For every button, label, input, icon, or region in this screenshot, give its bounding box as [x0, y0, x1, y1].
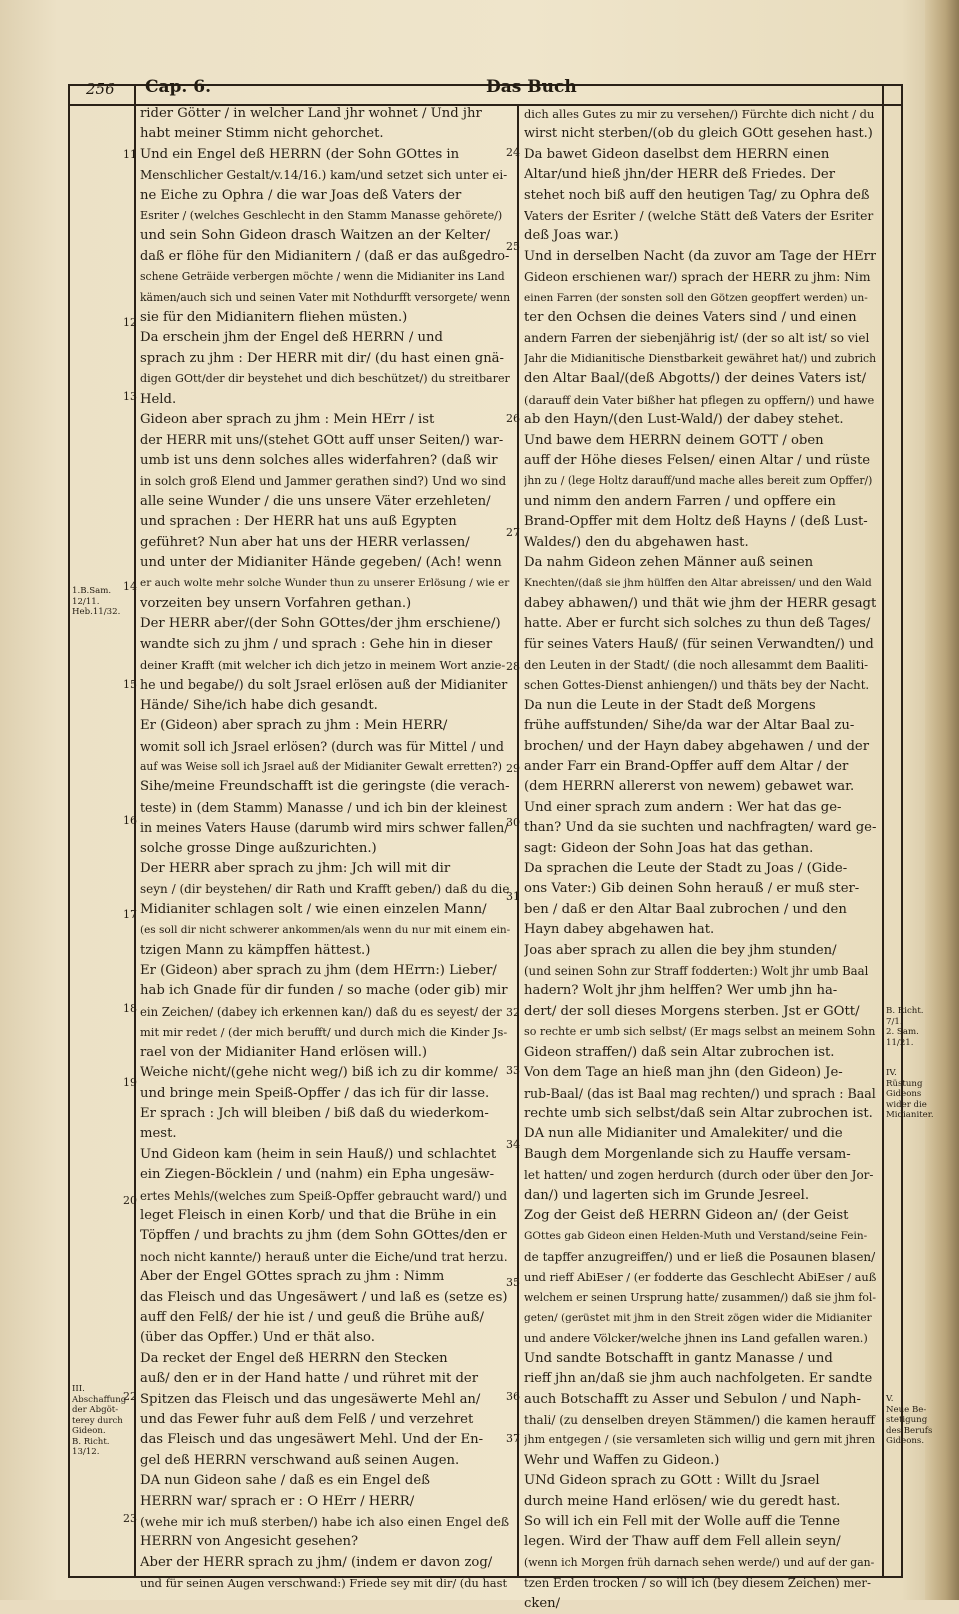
verse-number: 11 [123, 148, 137, 161]
text-line: tzen Erden trocken / so will ich (bey diesem Zeichen) mer- [524, 1576, 871, 1591]
text-line: digen GOtt/der dir beystehet und dich beschützet/) du streitbarer [140, 372, 510, 386]
text-line: sie für den Midianitern fliehen müsten.) [140, 310, 408, 326]
text-line: rub-Baal/ (das ist Baal mag rechten/) und sprach : Baal [524, 1085, 876, 1101]
text-line: und rieff AbiEser / (er fodderte das Geschlecht AbiEser / auß [524, 1270, 876, 1285]
text-line: wirst nicht sterben/(ob du gleich GOtt gesehen hast.) [524, 126, 873, 142]
text-line: rael von der Midianiter Hand erlösen will.) [140, 1044, 428, 1060]
text-line: kämen/auch sich und seinen Vater mit Nothdurfft versorgete/ wenn [140, 290, 510, 304]
verse-number: 26 [506, 412, 520, 425]
text-line: und nimm den andern Farren / und opffere ein [524, 493, 836, 509]
text-line: Altar/und hieß jhn/der HERR deß Friedes. Der [524, 167, 836, 183]
text-line: Der HERR aber/(der Sohn GOttes/der jhm erschiene/) [140, 616, 501, 632]
margin-note-left: 1.B.Sam. 12/11. Heb.11/32. [72, 586, 121, 617]
margin-note-left: III. Abschaffung der Abgöt- terey durch Gideon. B. Richt. 13/12. [72, 1384, 127, 1457]
text-line: deiner Krafft (mit welcher ich dich jetzo in meinem Wort anzie- [140, 657, 506, 672]
right-text-column [524, 104, 876, 1614]
verse-number: 32 [506, 1006, 520, 1019]
text-line: GOttes gab Gideon einen Helden-Muth und Verstand/seine Fein- [524, 1230, 868, 1243]
text-line: Aber der Engel GOttes sprach zu jhm : Nimm [140, 1269, 445, 1285]
text-line: ander Farr ein Brand-Opffer auff dem Altar / der [524, 759, 849, 774]
text-line: auch Botschafft zu Asser und Sebulon / und Naph- [524, 1391, 862, 1407]
text-line: Gideon straffen/) daß sein Altar zubrochen ist. [524, 1044, 835, 1060]
text-line: Und ein Engel deß HERRN (der Sohn GOttes in [140, 146, 460, 162]
running-title: Das Buch [486, 77, 577, 97]
text-line: deß Joas war.) [524, 228, 619, 244]
text-line: dan/) und lagerten sich im Grunde Jesreel. [524, 1187, 810, 1203]
text-line: Da sprachen die Leute der Stadt zu Joas / (Gide- [524, 861, 848, 877]
text-line: er auch wolte mehr solche Wunder thun zu unserer Erlösung / wie er [140, 577, 510, 590]
text-line: ne Eiche zu Ophra / die war Joas deß Vaters der [140, 187, 462, 203]
text-line: ein Zeichen/ (dabey ich erkennen kan/) daß du es seyest/ der [140, 1004, 502, 1019]
text-line: das Fleisch und das ungesäwert Mehl. Und der En- [140, 1432, 484, 1448]
text-line: in meines Vaters Hause (darumb wird mirs schwer fallen/ [140, 820, 509, 836]
text-line: jhn zu / (lege Holtz darauff/und mache alles bereit zum Opffer/) [524, 474, 873, 488]
verse-number: 34 [506, 1138, 520, 1151]
text-line: ben / daß er den Altar Baal zubrochen / und den [524, 901, 847, 917]
text-line: ons Vater:) Gib deinen Sohn herauß / er muß ster- [524, 881, 860, 897]
text-line: und sprachen : Der HERR hat uns auß Egypten [140, 514, 457, 530]
text-line: UNd Gideon sprach zu GOtt : Willt du Jsrael [524, 1473, 820, 1489]
verse-number: 14 [123, 580, 137, 593]
text-line: hab ich Gnade für dir funden / so mache (oder gib) mir [140, 983, 508, 999]
text-line: DA nun Gideon sahe / daß es ein Engel deß [140, 1473, 430, 1489]
text-line: daß er flöhe für den Midianitern / (daß er das außgedro- [140, 248, 510, 264]
text-line: Töpffen / und brachts zu jhm (dem Sohn GOttes/den er [140, 1228, 507, 1244]
text-line: in solch groß Elend und Jammer gerathen sind?) Und wo sind [140, 474, 507, 489]
text-line: jhm entgegen / (sie versamleten sich willig und gern mit jhren [524, 1433, 876, 1447]
verse-number: 30 [506, 816, 520, 829]
text-line: geführet? Nun aber hat uns der HERR verlassen/ [140, 534, 470, 550]
text-line: noch nicht kannte/) herauß unter die Eiche/und trat herzu. [140, 1249, 508, 1264]
text-line: den Leuten in der Stadt/ (die noch allesammt dem Baaliti- [524, 657, 869, 672]
verse-number: 28 [506, 660, 520, 673]
text-line: schen Gottes-Dienst anhiengen/) und thäts bey der Nacht. [524, 678, 870, 693]
text-line: sagt: Gideon der Sohn Joas hat das gethan. [524, 840, 814, 856]
text-line: Weiche nicht/(gehe nicht weg/) biß ich zu dir komme/ [140, 1065, 498, 1081]
margin-note-right: B. Richt. 7/1. 2. Sam. 11/21. [886, 1006, 924, 1048]
text-line: ab den Hayn/(den Lust-Wald/) der dabey stehet. [524, 412, 844, 428]
text-line: habt meiner Stimm nicht gehorchet. [140, 126, 384, 142]
verse-number: 17 [123, 908, 137, 921]
text-line: Er sprach : Jch will bleiben / biß daß du wiederkom- [140, 1105, 489, 1121]
verse-number: 24 [506, 146, 520, 159]
verse-number: 25 [506, 240, 520, 253]
text-line: teste) in (dem Stamm) Manasse / und ich bin der kleinest [140, 799, 508, 815]
text-line: Sihe/meine Freundschafft ist die geringste (die verach- [140, 779, 510, 795]
text-line: mest. [140, 1126, 177, 1142]
verse-number: 23 [123, 1512, 137, 1525]
text-line: tzigen Mann zu kämpffen hättest.) [140, 942, 371, 958]
text-line: Und in derselben Nacht (da zuvor am Tage der HErr [524, 248, 876, 264]
text-line: welchem er seinen Ursprung hatte/ zusammen/) daß sie jhm fol- [524, 1290, 876, 1304]
text-line: auff den Felß/ der hie ist / und geuß die Brühe auß/ [140, 1309, 484, 1325]
text-line: leget Fleisch in einen Korb/ und that die Brühe in ein [140, 1207, 497, 1223]
text-line: wandte sich zu jhm / und sprach : Gehe hin in dieser [140, 636, 493, 652]
left-margin-rule [134, 84, 136, 1576]
text-line: (es soll dir nicht schwerer ankommen/als wenn du nur mit einem ein- [140, 924, 510, 937]
text-line: Esriter / (welches Geschlecht in den Stamm Manasse gehörete/) [140, 209, 503, 223]
verse-number: 15 [123, 678, 137, 691]
verse-number: 29 [506, 762, 520, 775]
text-line: Da nahm Gideon zehen Männer auß seinen [524, 554, 814, 570]
text-line: dich alles Gutes zu mir zu versehen/) Fürchte dich nicht / du [524, 107, 875, 121]
text-line: Joas aber sprach zu allen die bey jhm stunden/ [524, 942, 837, 958]
text-line: Gideon erschienen war/) sprach der HERR zu jhm: Nim [524, 270, 871, 285]
text-line: Knechten/(daß sie jhm hülffen den Altar abreissen/ und den Wald [524, 577, 872, 590]
text-line: rechte umb sich selbst/daß sein Altar zubrochen ist. [524, 1105, 873, 1121]
text-line: Brand-Opffer mit dem Holtz deß Hayns / (deß Lust- [524, 514, 868, 530]
verse-number: 22 [123, 1390, 137, 1403]
text-line: Da erschein jhm der Engel deß HERRN / und [140, 330, 443, 346]
verse-number: 35 [506, 1276, 520, 1289]
text-line: und andere Völcker/welche jhnen ins Land gefallen waren.) [524, 1331, 868, 1346]
text-line: Vaters der Esriter / (welche Stätt deß Vaters der Esriter [524, 209, 874, 224]
text-line: Da recket der Engel deß HERRN den Stecken [140, 1350, 448, 1366]
text-line: frühe auffstunden/ Sihe/da war der Altar Baal zu- [524, 718, 855, 734]
text-line: andern Farren der siebenjährig ist/ (der so alt ist/ so viel [524, 331, 870, 346]
margin-note-right: IV. Rüstung Gideons wider die Midianiter. [886, 1068, 934, 1120]
text-line: legen. Wird der Thaw auff dem Fell allein seyn/ [524, 1534, 841, 1550]
text-line: Midianiter schlagen solt / wie einen einzelen Mann/ [140, 901, 487, 917]
text-line: Wehr und Waffen zu Gideon.) [524, 1452, 720, 1468]
text-line: Da nun die Leute in der Stadt deß Morgens [524, 697, 816, 713]
text-line: dert/ der soll dieses Morgens sterben. Jst er GOtt/ [524, 1003, 860, 1019]
text-line: geten/ (gerüstet mit jhm in den Streit zögen wider die Midianiter [524, 1311, 872, 1324]
text-line: rider Götter / in welcher Land jhr wohnet / Und jhr [140, 106, 482, 121]
text-line: So will ich ein Fell mit der Wolle auff die Tenne [524, 1514, 841, 1530]
text-line: than? Und da sie suchten und nachfragten/ ward ge- [524, 820, 876, 836]
right-margin-rule [882, 84, 884, 1576]
text-line: Und bawe dem HERRN deinem GOTT / oben [524, 432, 824, 448]
text-line: auß/ den er in der Hand hatte / und rühret mit der [140, 1371, 479, 1387]
text-line: hatte. Aber er furcht sich solches zu thun deß Tages/ [524, 616, 871, 632]
text-line: stehet noch biß auff den heutigen Tag/ zu Ophra deß [524, 187, 870, 203]
text-line: auf was Weise soll ich Jsrael auß der Midianiter Gewalt erretten?) [140, 760, 502, 773]
text-line: thali/ (zu denselben dreyen Stämmen/) die kamen herauff [524, 1413, 875, 1427]
margin-note-right: V. Neue Be- stetigung des Berufs Gideons. [886, 1394, 933, 1446]
text-line: durch meine Hand erlösen/ wie du geredt hast. [524, 1493, 841, 1509]
text-line: (und seinen Sohn zur Straff fodderten:) Wolt jhr umb Baal [524, 964, 869, 979]
verse-number: 31 [506, 890, 520, 903]
verse-number: 33 [506, 1064, 520, 1077]
text-line: umb ist uns denn solches alles widerfahren? (daß wir [140, 452, 498, 468]
text-line: seyn / (dir beystehen/ dir Rath und Krafft geben/) daß du die [140, 882, 510, 897]
chapter-heading: Cap. 6. [145, 77, 212, 97]
text-line: mit mir redet / (der mich berufft/ und durch mich die Kinder Js- [140, 1025, 508, 1040]
text-line: Hände/ Sihe/ich habe dich gesandt. [140, 697, 378, 713]
text-line: HERRN war/ sprach er : O HErr / HERR/ [140, 1493, 415, 1509]
book-spine [925, 0, 959, 1600]
text-line: ein Ziegen-Böcklein / und (nahm) ein Epha ungesäw- [140, 1167, 495, 1183]
text-line: Menschlicher Gestalt/v.14/16.) kam/und setzet sich unter ei- [140, 168, 508, 183]
text-line: Baugh dem Morgenlande sich zu Hauffe versam- [524, 1146, 851, 1162]
text-line: Zog der Geist deß HERRN Gideon an/ (der Geist [524, 1207, 849, 1223]
text-line: DA nun alle Midianiter und Amalekiter/ und die [524, 1126, 843, 1142]
text-line: gel deß HERRN verschwand auß seinen Augen. [140, 1452, 460, 1468]
text-line: Aber der HERR sprach zu jhm/ (indem er davon zog/ [140, 1554, 493, 1570]
text-line: (wenn ich Morgen früh darnach sehen werde/) und auf der gan- [524, 1555, 875, 1569]
text-line: so rechte er umb sich selbst/ (Er mags selbst an meinem Sohn [524, 1025, 876, 1039]
text-line: Und sandte Botschafft in gantz Manasse / und [524, 1350, 833, 1366]
verse-number: 19 [123, 1076, 137, 1089]
text-line: das Fleisch und das Ungesäwert / und laß es (setze es) [140, 1289, 508, 1305]
text-line: ter den Ochsen die deines Vaters sind / und einen [524, 310, 857, 326]
text-line: Spitzen das Fleisch und das ungesäwerte Mehl an/ [140, 1391, 481, 1407]
text-line: rieff jhn an/daß sie jhm auch nachfolgeten. Er sandte [524, 1371, 873, 1387]
text-line: he und begabe/) du solt Jsrael erlösen auß der Midianiter [140, 677, 508, 693]
text-line: den Altar Baal/(deß Abgotts/) der deines Vaters ist/ [524, 371, 867, 387]
page-number: 256 [86, 80, 115, 98]
text-line: womit soll ich Jsrael erlösen? (durch was für Mittel / und [140, 738, 504, 754]
verse-number: 36 [506, 1390, 520, 1403]
text-line: (wehe mir ich muß sterben/) habe ich also einen Engel deß [140, 1515, 510, 1530]
text-line: cken/ [524, 1595, 561, 1611]
text-line: und für seinen Augen verschwand:) Friede sey mit dir/ (du hast [140, 1576, 508, 1591]
text-line: sprach zu jhm : Der HERR mit dir/ (du hast einen gnä- [140, 350, 505, 366]
text-line: schene Geträide verbergen möchte / wenn die Midianiter ins Land [140, 270, 505, 284]
text-line: (über das Opffer.) Und er thät also. [140, 1330, 375, 1346]
text-line: (dem HERRN allererst von newem) gebawet war. [524, 779, 855, 795]
verse-number: 12 [123, 316, 137, 329]
verse-number: 37 [506, 1432, 520, 1445]
text-line: und unter der Midianiter Hände gegeben/ (Ach! wenn [140, 554, 502, 570]
text-line: der HERR mit uns/(stehet GOtt auff unser Seiten/) war- [140, 432, 504, 448]
text-line: (darauff dein Vater bißher hat pflegen zu opffern/) und hawe [524, 392, 875, 407]
text-line: für seines Vaters Hauß/ (für seinen Verwandten/) und [524, 636, 874, 652]
verse-number: 18 [123, 1002, 137, 1015]
text-line: Er (Gideon) aber sprach zu jhm (dem HErrn:) Lieber/ [140, 963, 497, 979]
column-divider [517, 104, 519, 1576]
text-line: Hayn dabey abgehawen hat. [524, 922, 715, 938]
text-line: auff der Höhe dieses Felsen/ einen Altar / und rüste [524, 452, 871, 468]
verse-number: 13 [123, 390, 137, 403]
text-line: solche grosse Dinge außzurichten.) [140, 840, 377, 856]
verse-number: 16 [123, 814, 137, 827]
text-line: Der HERR aber sprach zu jhm: Jch will mit dir [140, 861, 451, 877]
text-line: Er (Gideon) aber sprach zu jhm : Mein HERR/ [140, 718, 448, 734]
text-line: HERRN von Angesicht gesehen? [140, 1534, 359, 1550]
text-line: Held. [140, 391, 177, 407]
text-line: Waldes/) den du abgehawen hast. [524, 534, 749, 550]
verse-number: 27 [506, 526, 520, 539]
left-text-column [140, 104, 510, 1594]
text-line: dabey abhawen/) und thät wie jhm der HERR gesagt [524, 595, 876, 611]
text-line: vorzeiten bey unsern Vorfahren gethan.) [140, 595, 412, 611]
text-line: hadern? Wolt jhr jhm helffen? Wer umb jhn ha- [524, 983, 838, 999]
text-line: einen Farren (der sonsten soll den Götzen geopffert werden) un- [524, 291, 868, 304]
text-line: brochen/ und der Hayn dabey abgehawen / und der [524, 738, 870, 754]
text-line: de tapffer anzugreiffen/) und er ließ die Posaunen blasen/ [524, 1249, 876, 1264]
text-line: Von dem Tage an hieß man jhn (den Gideon) Je- [524, 1065, 843, 1081]
text-line: ertes Mehls/(welches zum Speiß-Opffer gebraucht ward/) und [140, 1188, 508, 1203]
text-line: alle seine Wunder / die uns unsere Väter erzehleten/ [140, 493, 491, 509]
text-line: Gideon aber sprach zu jhm : Mein HErr / ist [140, 412, 435, 428]
text-line: und das Fewer fuhr auß dem Felß / und verzehret [140, 1412, 474, 1427]
text-line: Und Gideon kam (heim in sein Hauß/) und schlachtet [140, 1146, 497, 1162]
text-line: und bringe mein Speiß-Opffer / das ich für dir lasse. [140, 1085, 490, 1101]
text-line: let hatten/ und zogen herdurch (durch oder über den Jor- [524, 1168, 874, 1183]
verse-number: 20 [123, 1194, 137, 1207]
text-line: und sein Sohn Gideon drasch Waitzen an der Kelter/ [140, 228, 491, 244]
text-line: Und einer sprach zum andern : Wer hat das ge- [524, 799, 842, 815]
text-line: Jahr die Midianitische Dienstbarkeit gewähret hat/) und zubrich [524, 351, 876, 365]
text-line: Da bawet Gideon daselbst dem HERRN einen [524, 146, 830, 162]
